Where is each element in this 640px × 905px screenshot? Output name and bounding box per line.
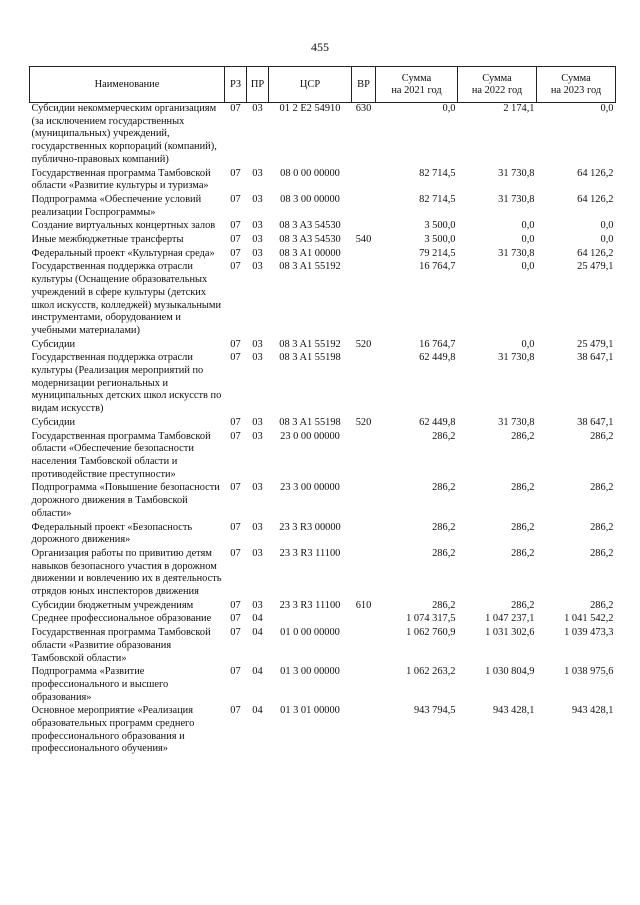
table-cell-vr: 630 bbox=[355, 103, 372, 114]
table-row bbox=[30, 482, 616, 521]
table-cell-sum-2023: 1 041 542,2 bbox=[564, 613, 614, 625]
table-cell-vr bbox=[352, 522, 376, 548]
table-cell-name: Субсидии бюджетным учреждениям bbox=[31, 599, 194, 611]
table-row bbox=[30, 613, 616, 627]
header-vr: ВР bbox=[352, 67, 376, 103]
table-cell-name: Подпрограмма «Развитие профессионального и высшего образования» bbox=[31, 666, 169, 703]
table-cell-rz: 07 bbox=[230, 261, 241, 273]
table-cell-csr: 08 3 A1 55198 bbox=[279, 352, 341, 364]
table-cell-sum-2021: 286,2 bbox=[432, 430, 456, 442]
table-cell-vr bbox=[352, 168, 376, 194]
table-row bbox=[30, 431, 616, 483]
table-cell-sum-2023: 25 479,1 bbox=[577, 261, 614, 273]
table-cell-pr: 03 bbox=[252, 338, 263, 350]
header-pr: ПР bbox=[247, 67, 269, 103]
table-cell-vr: 520 bbox=[355, 416, 372, 428]
header-rz: РЗ bbox=[225, 67, 247, 103]
table-cell-name: Федеральный проект «Безопасность дорожного движения» bbox=[31, 521, 193, 546]
table-cell-sum-2022: 1 030 804,9 bbox=[485, 666, 535, 678]
table-cell-sum-2023: 1 038 975,6 bbox=[564, 666, 614, 678]
table-cell-rz: 07 bbox=[230, 627, 241, 639]
table-cell-pr: 04 bbox=[252, 666, 263, 678]
page-number: 455 bbox=[311, 40, 329, 54]
table-cell-pr: 04 bbox=[252, 613, 263, 625]
table-cell-sum-2021: 1 062 263,2 bbox=[406, 666, 456, 678]
table-cell-rz: 07 bbox=[230, 705, 241, 717]
table-cell-rz: 07 bbox=[230, 430, 241, 442]
table-cell-sum-2022: 31 730,8 bbox=[498, 352, 535, 364]
table-cell-sum-2022: 0,0 bbox=[521, 220, 535, 232]
table-cell-sum-2021: 16 764,7 bbox=[419, 261, 456, 273]
table-cell-csr: 23 3 R3 11100 bbox=[279, 547, 341, 559]
table-cell-sum-2022: 286,2 bbox=[511, 430, 535, 442]
table-cell-sum-2023: 286,2 bbox=[590, 521, 614, 533]
table-cell-sum-2022: 286,2 bbox=[511, 599, 535, 611]
budget-table bbox=[29, 66, 616, 757]
table-cell-sum-2021: 82 714,5 bbox=[419, 167, 456, 179]
table-cell-pr: 03 bbox=[252, 261, 263, 273]
table-cell-sum-2023: 943 428,1 bbox=[571, 705, 614, 717]
table-row bbox=[30, 168, 616, 194]
table-row bbox=[30, 600, 616, 614]
table-cell-vr: 610 bbox=[355, 599, 372, 611]
table-cell-sum-2023: 38 647,1 bbox=[577, 352, 614, 364]
table-cell-pr: 03 bbox=[252, 247, 263, 259]
table-cell-sum-2023: 286,2 bbox=[590, 430, 614, 442]
table-row bbox=[30, 548, 616, 600]
table-cell-sum-2021: 62 449,8 bbox=[419, 352, 456, 364]
table-row bbox=[30, 627, 616, 666]
table-cell-sum-2022: 1 047 237,1 bbox=[485, 613, 535, 625]
header-sum-2021-line1: Сумма bbox=[401, 72, 432, 84]
table-cell-pr: 03 bbox=[252, 103, 263, 114]
table-cell-sum-2022: 31 730,8 bbox=[498, 247, 535, 259]
table-cell-csr: 23 3 R3 11100 bbox=[279, 599, 341, 611]
table-cell-csr: 08 3 A1 55192 bbox=[279, 261, 341, 273]
table-cell-rz: 07 bbox=[230, 482, 241, 494]
table-cell-sum-2021: 79 214,5 bbox=[419, 247, 456, 259]
table-cell-vr: 520 bbox=[355, 338, 372, 350]
table-cell-rz: 07 bbox=[230, 103, 241, 114]
table-cell-name: Субсидии bbox=[31, 338, 76, 350]
table-cell-sum-2022: 0,0 bbox=[521, 261, 535, 273]
table-row bbox=[30, 248, 616, 262]
table-cell-pr: 03 bbox=[252, 167, 263, 179]
table-cell-sum-2021: 286,2 bbox=[432, 482, 456, 494]
table-cell-rz: 07 bbox=[230, 613, 241, 625]
table-cell-rz: 07 bbox=[230, 599, 241, 611]
table-cell-sum-2021: 286,2 bbox=[432, 599, 456, 611]
table-cell-sum-2023: 64 126,2 bbox=[577, 167, 614, 179]
table-cell-rz: 07 bbox=[230, 247, 241, 259]
table-cell-sum-2022: 0,0 bbox=[521, 338, 535, 350]
table-body bbox=[30, 103, 616, 758]
table-cell-vr bbox=[352, 352, 376, 417]
table-cell-csr: 01 0 00 00000 bbox=[280, 627, 340, 639]
table-cell-name: Государственная программа Тамбовской области «Развитие образования Тамбовской области» bbox=[31, 627, 211, 664]
table-cell-name: Среднее профессиональное образование bbox=[31, 613, 212, 625]
table-cell-vr: 540 bbox=[355, 234, 372, 246]
table-row bbox=[30, 417, 616, 431]
table-cell-pr: 03 bbox=[252, 547, 263, 559]
table-cell-pr: 03 bbox=[252, 234, 263, 246]
table-cell-sum-2022: 2 174,1 bbox=[503, 103, 535, 114]
table-cell-sum-2023: 25 479,1 bbox=[577, 338, 614, 350]
table-cell-rz: 07 bbox=[230, 416, 241, 428]
table-row bbox=[30, 261, 616, 338]
table-row bbox=[30, 194, 616, 220]
table-cell-sum-2022: 286,2 bbox=[511, 547, 535, 559]
table-row bbox=[30, 666, 616, 705]
table-cell-vr bbox=[352, 248, 376, 262]
table-cell-sum-2023: 64 126,2 bbox=[577, 247, 614, 259]
table-cell-sum-2023: 38 647,1 bbox=[577, 416, 614, 428]
table-cell-csr: 08 3 A3 54530 bbox=[279, 220, 341, 232]
table-cell-name: Федеральный проект «Культурная среда» bbox=[31, 247, 215, 259]
table-cell-csr: 01 2 E2 54910 bbox=[279, 103, 341, 114]
table-row bbox=[30, 339, 616, 353]
table-cell-sum-2022: 1 031 302,6 bbox=[485, 627, 535, 639]
table-cell-rz: 07 bbox=[230, 193, 241, 205]
table-cell-csr bbox=[269, 613, 352, 627]
table-cell-name: Государственная программа Тамбовской области «Обеспечение безопасности населения Тамбовской области и противодействие преступности» bbox=[31, 430, 211, 480]
table-cell-rz: 07 bbox=[230, 352, 241, 364]
table-row bbox=[30, 103, 616, 168]
table-cell-csr: 08 0 00 00000 bbox=[280, 167, 340, 179]
table-cell-csr: 23 3 R3 00000 bbox=[279, 521, 341, 533]
table-cell-name: Иные межбюджетные трансферты bbox=[31, 234, 184, 246]
table-cell-pr: 03 bbox=[252, 193, 263, 205]
table-cell-sum-2021: 3 500,0 bbox=[424, 220, 456, 232]
table-cell-sum-2021: 16 764,7 bbox=[419, 338, 456, 350]
table-cell-rz: 07 bbox=[230, 338, 241, 350]
table-cell-csr: 23 3 00 00000 bbox=[280, 482, 340, 494]
table-header-row bbox=[30, 67, 616, 103]
table-cell-sum-2022: 0,0 bbox=[521, 234, 535, 246]
table-cell-name: Подпрограмма «Обеспечение условий реализации Госпрограммы» bbox=[31, 193, 202, 218]
table-cell-vr bbox=[352, 482, 376, 521]
table-cell-pr: 04 bbox=[252, 627, 263, 639]
table-cell-csr: 08 3 A3 54530 bbox=[279, 234, 341, 246]
table-cell-csr: 08 3 A1 00000 bbox=[279, 247, 341, 259]
table-cell-rz: 07 bbox=[230, 521, 241, 533]
header-sum-2022-line2: на 2022 год bbox=[471, 84, 523, 96]
table-cell-name: Государственная программа Тамбовской области «Развитие культуры и туризма» bbox=[31, 167, 211, 192]
table-cell-sum-2021: 0,0 bbox=[442, 103, 456, 114]
table-cell-vr bbox=[352, 194, 376, 220]
table-cell-sum-2023: 286,2 bbox=[590, 482, 614, 494]
table-cell-sum-2021: 1 074 317,5 bbox=[406, 613, 456, 625]
header-sum-2023-line2: на 2023 год bbox=[550, 84, 602, 96]
table-cell-rz: 07 bbox=[230, 167, 241, 179]
table-cell-sum-2022: 286,2 bbox=[511, 482, 535, 494]
table-row bbox=[30, 705, 616, 757]
header-name: Наименование bbox=[30, 67, 225, 103]
header-sum-2023-line1: Сумма bbox=[561, 72, 591, 84]
table-cell-name: Государственная поддержка отрасли культуры (Оснащение образовательных учреждений в сфере культуры (детских школ искусств, колледжей) музыкальными инструментами, оборудованием и учебными материалами) bbox=[31, 261, 222, 336]
table-cell-pr: 03 bbox=[252, 430, 263, 442]
header-sum-2021-line2: на 2021 год bbox=[391, 84, 442, 96]
table-row bbox=[30, 522, 616, 548]
table-cell-vr bbox=[352, 666, 376, 705]
table-cell-pr: 04 bbox=[252, 705, 263, 717]
table-cell-name: Основное мероприятие «Реализация образовательных программ среднего профессионального образования и профессионального обучения» bbox=[31, 705, 195, 755]
table-cell-rz: 07 bbox=[230, 666, 241, 678]
table-cell-rz: 07 bbox=[230, 234, 241, 246]
table-cell-vr bbox=[352, 220, 376, 234]
table-cell-vr bbox=[352, 627, 376, 666]
table-cell-pr: 03 bbox=[252, 220, 263, 232]
table-cell-sum-2022: 31 730,8 bbox=[498, 193, 535, 205]
table-cell-name: Создание виртуальных концертных залов bbox=[31, 220, 216, 232]
table-cell-rz: 07 bbox=[230, 547, 241, 559]
table-cell-vr bbox=[352, 548, 376, 600]
table-cell-name: Субсидии некоммерческим организациям (за исключением государственных (муниципальных) учреждений, государственных корпораций (компаний), публично-правовых компаний) bbox=[31, 103, 217, 165]
table-cell-sum-2023: 286,2 bbox=[590, 547, 614, 559]
table-cell-csr: 08 3 A1 55192 bbox=[279, 338, 341, 350]
table-cell-sum-2023: 286,2 bbox=[590, 599, 614, 611]
table-cell-pr: 03 bbox=[252, 416, 263, 428]
table-cell-rz: 07 bbox=[230, 220, 241, 232]
table-cell-csr: 08 3 00 00000 bbox=[280, 193, 340, 205]
table-cell-vr bbox=[352, 431, 376, 483]
table-cell-csr: 23 0 00 00000 bbox=[280, 430, 340, 442]
table-cell-sum-2021: 286,2 bbox=[432, 547, 456, 559]
table-cell-sum-2022: 31 730,8 bbox=[498, 416, 535, 428]
table-cell-vr bbox=[352, 261, 376, 338]
table-cell-name: Субсидии bbox=[31, 416, 76, 428]
table-cell-sum-2021: 1 062 760,9 bbox=[406, 627, 456, 639]
table-cell-sum-2023: 64 126,2 bbox=[577, 193, 614, 205]
table-cell-pr: 03 bbox=[252, 482, 263, 494]
table-cell-name: Государственная поддержка отрасли культуры (Реализация мероприятий по модернизации региональных и муниципальных детских школ искусств по видам искусств) bbox=[31, 352, 222, 415]
table-cell-sum-2023: 0,0 bbox=[600, 103, 614, 114]
header-sum-2022-line1: Сумма bbox=[482, 72, 512, 84]
table-row bbox=[30, 352, 616, 417]
header-sum-2023 bbox=[537, 67, 616, 103]
table-cell-csr: 01 3 00 00000 bbox=[280, 666, 340, 678]
header-sum-2021 bbox=[376, 67, 458, 103]
table-cell-sum-2022: 943 428,1 bbox=[492, 705, 535, 717]
header-csr: ЦСР bbox=[269, 67, 352, 103]
header-sum-2022 bbox=[458, 67, 537, 103]
table-cell-name: Подпрограмма «Повышение безопасности дорожного движения в Тамбовской области» bbox=[31, 482, 220, 519]
table-cell-pr: 03 bbox=[252, 599, 263, 611]
table-cell-pr: 03 bbox=[252, 521, 263, 533]
table-cell-sum-2021: 82 714,5 bbox=[419, 193, 456, 205]
table-cell-sum-2021: 286,2 bbox=[432, 521, 456, 533]
table-cell-csr: 08 3 A1 55198 bbox=[279, 416, 341, 428]
table-cell-csr: 01 3 01 00000 bbox=[280, 705, 340, 717]
table-cell-pr: 03 bbox=[252, 352, 263, 364]
table-cell-sum-2021: 3 500,0 bbox=[424, 234, 456, 246]
table-cell-vr bbox=[352, 705, 376, 757]
table-cell-sum-2021: 62 449,8 bbox=[419, 416, 456, 428]
table-cell-sum-2021: 943 794,5 bbox=[413, 705, 456, 717]
table-cell-sum-2023: 0,0 bbox=[600, 220, 614, 232]
table-cell-name: Организация работы по привитию детям навыков безопасного участия в дорожном движении и вовлечению их в деятельность отрядов юных инспекторов движения bbox=[31, 547, 222, 598]
table-row bbox=[30, 220, 616, 234]
table-row bbox=[30, 234, 616, 248]
table-cell-sum-2023: 0,0 bbox=[600, 234, 614, 246]
table-cell-sum-2022: 31 730,8 bbox=[498, 167, 535, 179]
table-cell-sum-2023: 1 039 473,3 bbox=[564, 627, 614, 639]
table-cell-vr bbox=[352, 613, 376, 627]
table-cell-sum-2022: 286,2 bbox=[511, 521, 535, 533]
